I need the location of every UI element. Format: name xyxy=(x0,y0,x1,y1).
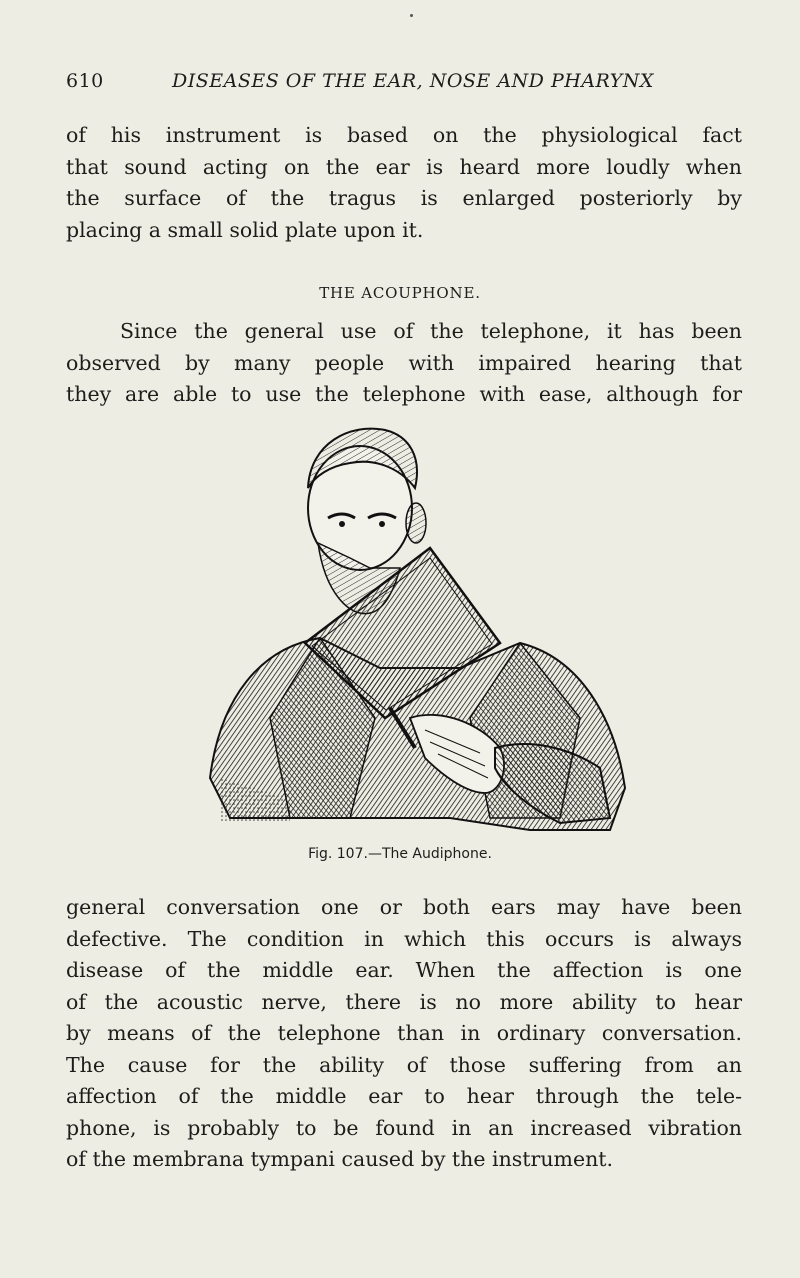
text-line: of his instrument is based on the physiological fact xyxy=(66,123,742,147)
text-line: defective. The condition in which this occurs is always xyxy=(66,926,742,951)
figure-caption: Fig. 107.—The Audiphone. xyxy=(308,846,492,862)
text-line: disease of the middle ear. When the affection is one xyxy=(66,958,742,982)
engraving-icon xyxy=(200,418,630,838)
page-number: 610 xyxy=(66,70,104,92)
section-heading: THE ACOUPHONE. xyxy=(319,284,481,302)
text-line: placing a small solid plate upon it. xyxy=(66,217,424,242)
text-line: observed by many people with impaired hearing that xyxy=(66,350,742,375)
text-line: the surface of the tragus is enlarged posteriorly by xyxy=(66,186,742,210)
running-title: DISEASES OF THE EAR, NOSE AND PHARYNX xyxy=(172,70,654,92)
text-line: that sound acting on the ear is heard more loudly when xyxy=(66,154,742,179)
text-line: Since the general use of the telephone, it has been xyxy=(120,319,742,343)
running-head xyxy=(66,70,746,110)
text-line: they are able to use the telephone with ease, although for xyxy=(66,382,742,406)
paragraph-1 xyxy=(66,120,742,246)
text-line: of the membrana tympani caused by the instrument. xyxy=(66,1147,614,1171)
text-line: by means of the telephone than in ordinary conversation. xyxy=(66,1021,742,1045)
text-line: phone, is probably to be found in an increased vibration xyxy=(66,1115,742,1140)
paper-speck xyxy=(410,14,413,17)
text-line: The cause for the ability of those suffering from an xyxy=(66,1052,742,1077)
paragraph-3 xyxy=(66,892,742,1176)
text-line: of the acoustic nerve, there is no more ability to hear xyxy=(66,989,742,1014)
text-line: general conversation one or both ears may have been xyxy=(66,895,742,919)
audiphone-illustration xyxy=(200,418,630,838)
paragraph-2 xyxy=(66,316,742,411)
text-line: affection of the middle ear to hear through the tele- xyxy=(66,1084,742,1108)
